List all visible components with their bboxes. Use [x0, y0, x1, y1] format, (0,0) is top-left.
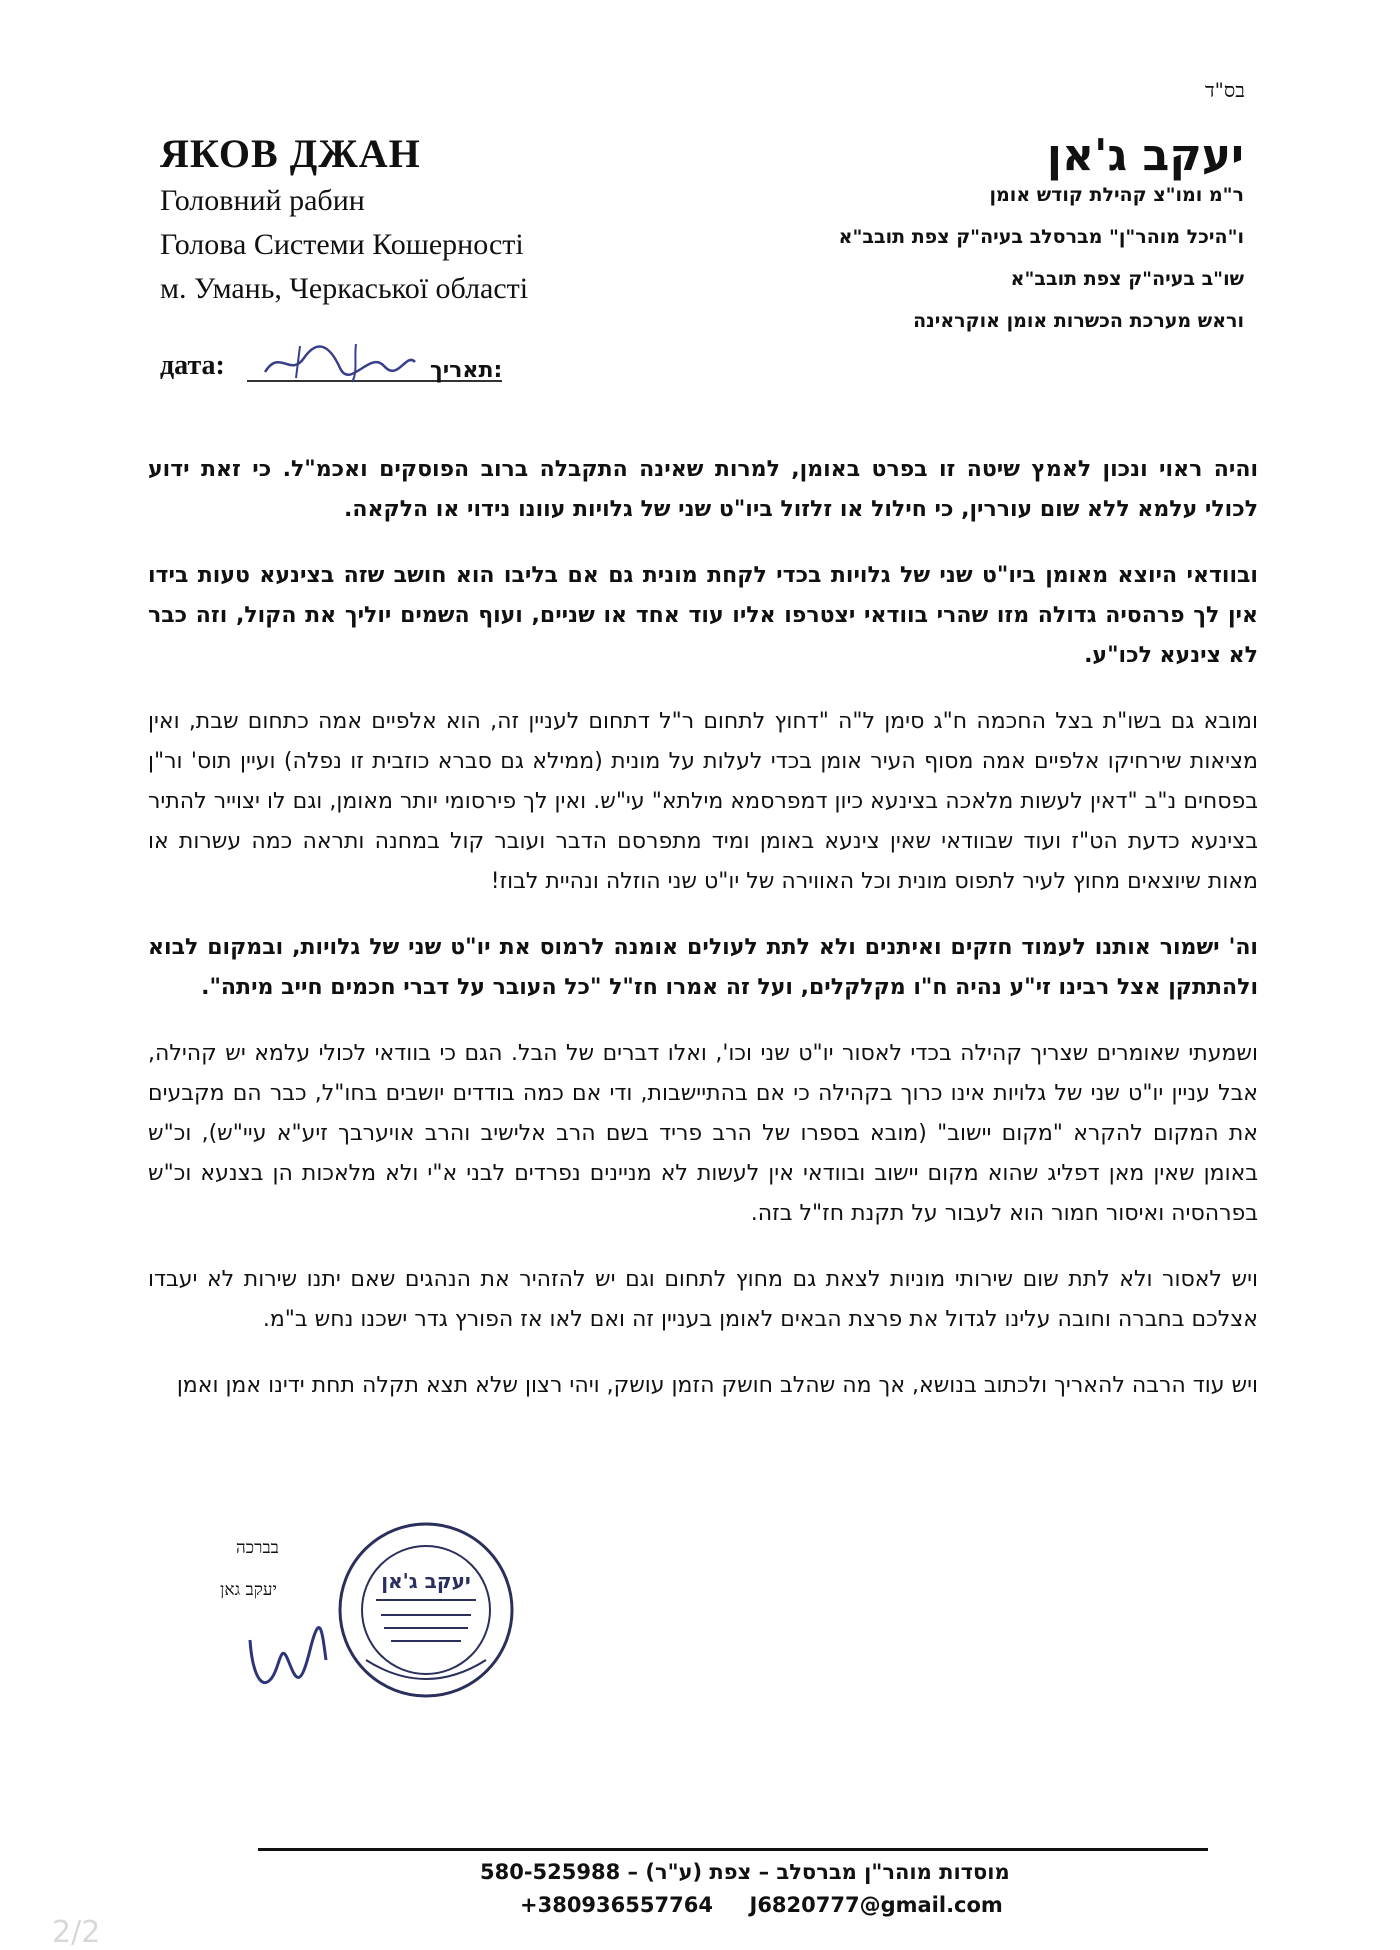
- blessing: בברכה: [236, 1538, 279, 1558]
- footer-phone: +380936557764: [520, 1893, 713, 1917]
- page-number: 2/2: [52, 1915, 101, 1950]
- paragraph-6: ויש לאסור ולא לתת שום שירותי מוניות לצאת גם מחוץ לתחום וגם יש להזהיר את הנהגים שאם יתנו שירות לא יעבדו אצלכם בחברה וחובה עלינו לגדול את פרצת הבאים לאומן בעניין זה ואם לאו אז הפורץ גדר ישכנו נחש ב"מ.: [148, 1267, 1258, 1332]
- ukrainian-title-1: Головний рабин: [160, 184, 365, 217]
- hebrew-title-1: ר"מ ומו"צ קהילת קודש אומן: [989, 184, 1244, 206]
- footer-contacts: [520, 1893, 1003, 1917]
- handwritten-date: [260, 338, 420, 392]
- hebrew-title-4: וראש מערכת הכשרות אומן אוקראינה: [913, 310, 1244, 332]
- hebrew-name: יעקב ג'אן: [1046, 130, 1244, 181]
- paragraph-5: ושמעתי שאומרים שצריך קהילה בכדי לאסור יו"ט שני וכו', ואלו דברים של הבל. הגם כי בוודאי לכולי עלמא יש קהילה, אבל עניין יו"ט שני של גלויות אינו כרוך בקהילה כי אם בהתיישבות, ודי אם כמה בודדים יושבים בחו"ל, כבר הם מקבעים את המקום להקרא "מקום יישוב" (מובא בספרו של הרב פריד בשם הרב אלישיב והרב אויערבך זיע"א עיי"ש), וכ"ש באומן שאין מאן דפליג שהוא מקום יישוב ובוודאי אין לעשות לא מניינים נפרדים לבני א"י ולא מלאכות הן בצנעא וכ"ש בפרהסיה ואיסור חמור הוא לעבור על תקנת חז"ל בזה.: [148, 1041, 1258, 1226]
- footer-email: J6820777@gmail.com: [749, 1893, 1003, 1917]
- hebrew-title-2: ו"היכל מוהר"ן" מברסלב בעיה"ק צפת תובב"א: [838, 226, 1244, 248]
- ukrainian-title-2: Голова Системи Кошерності: [160, 228, 524, 261]
- hebrew-date-label: :תאריך: [430, 358, 503, 383]
- date-label: дата:: [160, 350, 225, 381]
- paragraph-7: ויש עוד הרבה להאריך ולכתוב בנושא, אך מה שהלב חושק הזמן עושק, ויהי רצון שלא תצא תקלה תחת ידינו אמן ואמן: [176, 1373, 1258, 1398]
- paragraph-3: ומובא גם בשו"ת בצל החכמה ח"ג סימן ל"ה "דחוץ לתחום ר"ל דתחום לעניין זה, הוא אלפיים אמה כתחום שבת, ואין מציאות שירחיקו אלפיים אמה מסוף העיר אומן בכדי לעלות על מונית (ממילא גם סברא כוזבית זו נפלה) ועיין תוס' ור"ן בפסחים נ"ב "דאין לעשות מלאכה בצינעא כיון דמפרסמא מילתא" עי"ש. ואין לך פירסומי יותר מאומן, וגם לו יצוייר להתיר בצינעא כדעת הט"ז ועוד שבוודאי שאין צינעא באומן ומיד מתפרסם הדבר ועובר קול במחנה ותראה כמה עשרות או מאות שיוצאים מחוץ לעיר לתפוס מונית וכל האווירה של יו"ט שני הוזלה ונהיית לבוז!: [148, 709, 1258, 894]
- hebrew-title-3: שו"ב בעיה"ק צפת תובב"א: [1010, 268, 1244, 290]
- footer-institution: מוסדות מוהר"ן מברסלב – צפת (ע"ר) – 580-525988: [480, 1860, 1010, 1884]
- official-stamp-icon: [336, 1520, 516, 1704]
- signature-icon: [240, 1620, 330, 1704]
- footer-divider: [258, 1848, 1208, 1851]
- signer-name: יעקב גאן: [220, 1580, 277, 1600]
- svg-text:יעקב ג'אן: יעקב ג'אן: [381, 1569, 471, 1593]
- paragraph-2: ובוודאי היוצא מאומן ביו"ט שני של גלויות בכדי לקחת מונית גם אם בליבו הוא חושב שזה בצינעא טעות בידו אין לך פרהסיה גדולה מזו שהרי בוודאי יצטרפו אליו עוד אחד או שניים, ועוף השמים יוליך את הקול, וזה כבר לא צינעא לכו"ע.: [148, 563, 1258, 668]
- bsd-mark: בס"ד: [1205, 78, 1245, 102]
- ukrainian-title-3: м. Умань, Черкаської області: [160, 272, 529, 305]
- letter-body: [148, 450, 1258, 1432]
- paragraph-4: וה' ישמור אותנו לעמוד חזקים ואיתנים ולא לתת לעולים אומנה לרמוס את יו"ט שני של גלויות, ובמקום לבוא ולהתתקן אצל רבינו זי"ע נהיה ח"ו מקלקלים, ועל זה אמרו חז"ל "כל העובר על דברי חכמים חייב מיתה".: [148, 935, 1258, 1000]
- ukrainian-name: ЯКОВ ДЖАН: [160, 131, 421, 176]
- paragraph-1: והיה ראוי ונכון לאמץ שיטה זו בפרט באומן, למרות שאינה התקבלה ברוב הפוסקים ואכמ"ל. כי זאת ידוע לכולי עלמא ללא שום עוררין, כי חילול או זלזול ביו"ט שני של גלויות עוונו נידוי או הלקאה.: [148, 457, 1258, 522]
